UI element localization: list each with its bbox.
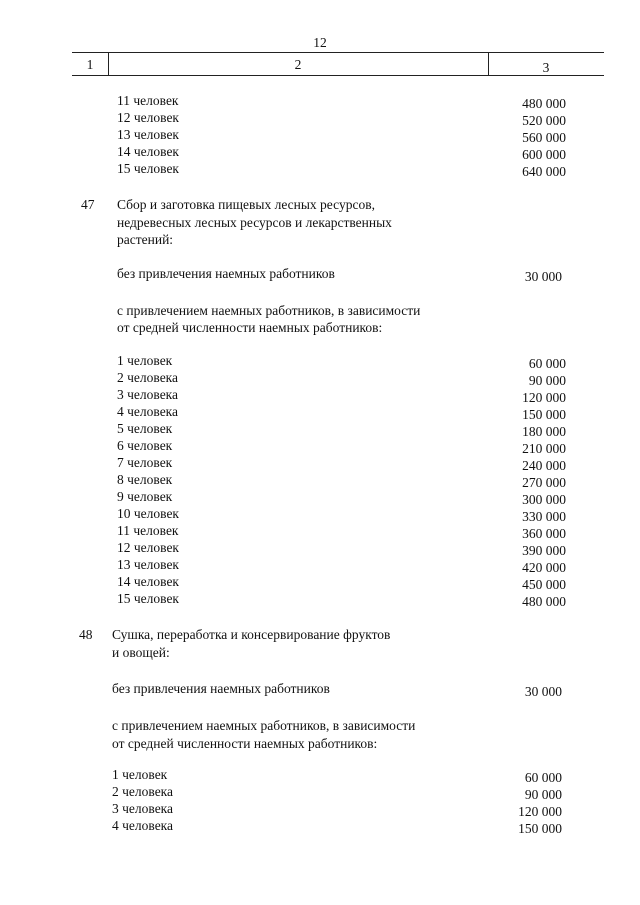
row-value: 450 000 <box>522 577 566 592</box>
row-label: 13 человек <box>117 557 179 572</box>
row-value: 60 000 <box>528 356 566 371</box>
row-label: 6 человек <box>117 438 173 453</box>
row-label: 7 человек <box>117 455 173 470</box>
row-label: 15 человек <box>117 591 179 606</box>
row-value: 420 000 <box>522 560 566 575</box>
row-value: 240 000 <box>522 458 566 473</box>
header-col-1: 1 <box>86 57 94 72</box>
row-value: 90 000 <box>524 787 562 802</box>
row-value: 120 000 <box>518 804 562 819</box>
row-value: 300 000 <box>522 492 566 507</box>
item-title-line: Сушка, переработка и консервирование фруктов <box>112 627 391 642</box>
row-label: 2 человека <box>112 784 174 799</box>
row-label: 12 человек <box>117 540 179 555</box>
row-label: 12 человек <box>117 110 179 125</box>
without-hired-label: без привлечения наемных работников <box>112 681 330 696</box>
row-label: 15 человек <box>117 161 179 176</box>
row-value: 210 000 <box>522 441 566 456</box>
item-title-line: растений: <box>117 232 174 247</box>
item-title-line: Сбор и заготовка пищевых лесных ресурсов, <box>117 197 375 212</box>
row-label: 9 человек <box>117 489 173 504</box>
row-value: 600 000 <box>522 147 566 162</box>
item-number: 48 <box>79 627 93 642</box>
row-label: 10 человек <box>117 506 179 521</box>
row-value: 90 000 <box>528 373 566 388</box>
row-label: 8 человек <box>117 472 173 487</box>
row-label: 1 человек <box>117 353 173 368</box>
row-label: 5 человек <box>117 421 173 436</box>
row-value: 390 000 <box>522 543 566 558</box>
row-label: 4 человека <box>117 404 179 419</box>
item-title-line: и овощей: <box>112 645 170 660</box>
row-value: 150 000 <box>518 821 562 836</box>
row-value: 60 000 <box>524 770 562 785</box>
row-label: 11 человек <box>117 93 179 108</box>
row-value: 640 000 <box>522 164 566 179</box>
row-value: 330 000 <box>522 509 566 524</box>
row-label: 14 человек <box>117 574 179 589</box>
row-label: 4 человека <box>112 818 174 833</box>
with-hired-line: с привлечением наемных работников, в зависимости <box>112 718 416 733</box>
row-label: 1 человек <box>112 767 168 782</box>
row-value: 520 000 <box>522 113 566 128</box>
row-label: 3 человека <box>112 801 174 816</box>
row-value: 480 000 <box>522 96 566 111</box>
row-value: 360 000 <box>522 526 566 541</box>
header-top-rule <box>72 52 604 53</box>
row-value: 560 000 <box>522 130 566 145</box>
header-col-2: 2 <box>294 57 302 72</box>
with-hired-line: от средней численности наемных работников: <box>112 736 378 751</box>
row-value: 150 000 <box>522 407 566 422</box>
with-hired-line: от средней численности наемных работников: <box>117 320 383 335</box>
without-hired-label: без привлечения наемных работников <box>117 266 335 281</box>
without-hired-value: 30 000 <box>524 269 562 284</box>
row-value: 180 000 <box>522 424 566 439</box>
row-value: 480 000 <box>522 594 566 609</box>
row-label: 13 человек <box>117 127 179 142</box>
item-number: 47 <box>81 197 95 212</box>
header-col-3: 3 <box>542 60 550 75</box>
page-number: 12 <box>313 35 327 50</box>
row-label: 3 человека <box>117 387 179 402</box>
row-label: 2 человека <box>117 370 179 385</box>
row-label: 11 человек <box>117 523 179 538</box>
row-label: 14 человек <box>117 144 179 159</box>
row-value: 120 000 <box>522 390 566 405</box>
without-hired-value: 30 000 <box>524 684 562 699</box>
with-hired-line: с привлечением наемных работников, в зависимости <box>117 303 421 318</box>
item-title-line: недревесных лесных ресурсов и лекарственных <box>117 215 392 230</box>
row-value: 270 000 <box>522 475 566 490</box>
